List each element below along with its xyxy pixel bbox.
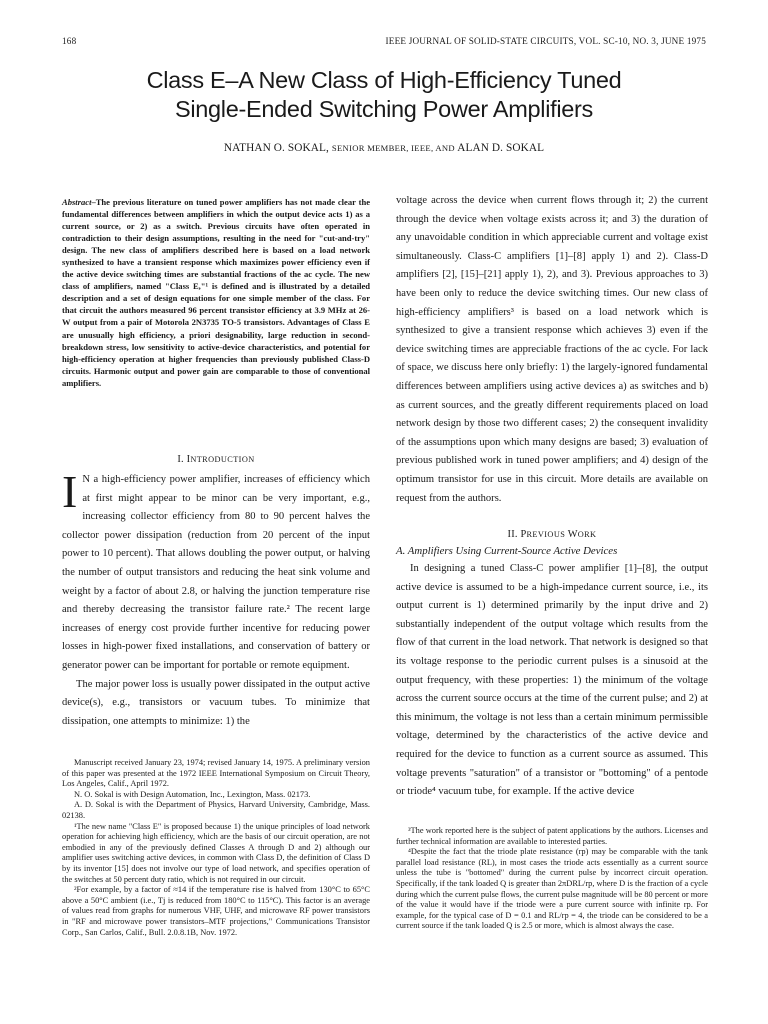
section-introduction <box>62 454 370 731</box>
continuation-paragraph: voltage across the device when current flows through it; 2) the current through the device when voltage exists across it; and 3) the duration of any unavoidable condition in which appreciable current and voltage exist simultaneously. Class-C amplifiers [1]–[8] apply 1) and 2). Class-D amplifiers [2], [15]–[21] apply 1), 2), and 3). Previous approaches to 3) have been only to reduce the device switching times. Our new class of high-efficiency amplifiers³ is based on a load network which is synthesized to give a transient response which achieves 3) even if the device switching times are appreciable fractions of the ac cycle. For lack of space, we discuss here only briefly: 1) the largely-ignored fundamental differences between amplifiers using active devices a) as switches and b) as current sources, and the greatly different requirements placed on load network design by those two different cases; 2) the consequent invalidity of the assumptions upon which many designs are based; 3) evaluation of previous published work in tuned power amplifiers; and 4) design of the optimum transistor for use in this circuit. More details are available on request from the authors. <box>396 195 708 504</box>
paper-title <box>60 66 708 124</box>
abstract <box>62 196 370 389</box>
abstract-label: Abstract <box>62 197 92 207</box>
author-1: NATHAN O. SOKAL, <box>223 142 329 154</box>
footnote-2: ²For example, by a factor of ≈14 if the temperature rise is halved from 130°C to 65°C above a 50°C ambient (i.e., Tj is reduced from 180°C to 115°C). This factor is an average of values read from graphs for numerous VHF, UHF, and microwave RF power transistors in "RF and microwave power transistors–MTF projections," Communications Transistor Corp., San Carlos, Calif., Bull. 2.0.8.1B, Nov. 1972. <box>62 885 370 937</box>
section-title-initial-2: W <box>567 529 578 540</box>
abstract-text: –The previous literature on tuned power amplifiers has not made clear the fundamental differences between amplifiers in which the output device acts 1) as a current source, or 2) as a switch. Previous circuits have often operated in contradiction to their design assumptions, resulting in the need for "cut-and-try" design. The new class of amplifiers described here is based on a load network synthesized to have a transient response which maximizes power efficiency even if the active device switching times are substantial fractions of the ac cycle. The new class of amplifiers, named "Class E,"¹ is defined and is illustrated by a detailed description and a set of design equations for one simple member of the class. For that circuit the authors measured 96 percent transistor efficiency at 3.9 MHz at 26-W output from a pair of Motorola 2N3735 TO-5 transistors. Advantages of Class E are unusually high efficiency, a priori designability, large reduction in second-breakdown stress, low sensitivity to active-device characteristics, and potential for high-efficiency operation at higher frequencies than previously published Class-D circuits. Harmonic output and power gain are comparable to those of conventional amplifiers. <box>62 197 370 388</box>
section-title-rest: REVIOUS <box>526 530 568 539</box>
intro-p1-text: N a high-efficiency power amplifier, increases of efficiency which at first might appear to be minor can be very important, e.g., increasing collector efficiency from 80 to 90 percent halves the collector power dissipation (reduction from 20 percent of the input power to 10 percent). That allows doubling the power output, or halving the number of output transistors and reducing the heat sink volume and weight by a factor of about 2.8, or halving the junction temperature rise and thereby decreasing the transistor failure rate.² The recent large increases of energy cost provide further incentive for reducing power losses in high-power fixed installations, and conservation of battery or generator power can be important for portable or remote equipment. <box>62 474 370 671</box>
author-2: ALAN D. SOKAL <box>457 142 545 154</box>
prev-work-paragraph: In designing a tuned Class-C power amplifier [1]–[8], the output active device is assumed to be a high-impedance current source, i.e., its output current is 1) determined primarily by the input drive and 2) substantially independent of the output voltage which results from the flow of that current in the load network. That network is designed so that its voltage response to the periodic current pulses is a sinusoid at the output frequency, with these properties: 1) the minimum of the voltage across the current source occurs at the time of the current pulse; and 2) at this minimum, the voltage is not less than a certain minimum permissible voltage, determined by the characteristics of the active device and required for the device to function as a current source as assumed. This voltage prevents "saturation" of a transistor or "bottoming" of a pentode or triode⁴ vacuum tube, for example. If the active device <box>396 563 708 798</box>
author-1-title: SENIOR MEMBER, IEEE, AND <box>331 143 455 153</box>
journal-citation: IEEE JOURNAL OF SOLID-STATE CIRCUITS, VOL. SC-10, NO. 3, JUNE 1975 <box>385 36 706 46</box>
manuscript-note: Manuscript received January 23, 1974; revised January 14, 1975. A preliminary version of this paper was presented at the 1972 IEEE International Symposium on Circuit Theory, Los Angeles, Calif., April 1972. <box>62 758 370 789</box>
footnote-1: ¹The new name "Class E" is proposed because 1) the unique principles of load network operation for achieving high efficiency, which are the basis of our circuit operation, are not embodied in any of the previously defined Classes A through D and 2) although our amplifier uses switching active devices, in common with Class D, the definition of Class D by its inventor [15] does not involve our type of load network, and specifies operation of the switches at 50 percent duty ratio, which is not required in our circuit. <box>62 821 370 884</box>
page-number: 168 <box>62 36 77 46</box>
section-title-rest-2: ORK <box>577 530 597 539</box>
section-title-initial: I <box>186 454 191 465</box>
section-number: I. <box>177 454 184 465</box>
running-header <box>62 36 706 50</box>
author-line <box>60 142 708 154</box>
affiliation-note-1: N. O. Sokal is with Design Automation, Inc., Lexington, Mass. 02173. <box>74 789 311 799</box>
footnotes-left <box>62 758 370 938</box>
drop-cap: I <box>62 466 78 517</box>
section-heading-prev <box>396 529 708 540</box>
footnote-4: ⁴Despite the fact that the triode plate resistance (rp) may be comparable with the tank parallel load resistance (RL), in most cases the triode acts essentially as a current source unless the tube is "bottomed" during the current pulse by incorrect circuit operation. Specifically, if the tank loaded Q is greater than 2πDRL/rp, where D is the fraction of a cycle during which the current pulse flows, the current pulse magnitude will be 80 percent or more of the value it would have if the triode were a pure current source with infinite rp. For example, for the typical case of D = 0.1 and RL/rp = 4, the triode can be considered to be a current source if the tank loaded Q is 2.5 or more, which is almost always the case. <box>396 847 708 931</box>
subsection-heading-a: A. Amplifiers Using Current-Source Active Devices <box>396 545 618 557</box>
title-line-1: Class E–A New Class of High-Efficiency Tuned <box>146 67 622 93</box>
section-title-rest: NTRODUCTION <box>190 455 255 464</box>
section-title-initial: P <box>520 529 527 540</box>
affiliation-note-2: A. D. Sokal is with the Department of Physics, Harvard University, Cambridge, Mass. 02138. <box>62 800 370 820</box>
title-line-2: Single-Ended Switching Power Amplifiers <box>174 96 594 122</box>
intro-paragraph-2: The major power loss is usually power dissipated in the output active device(s), e.g., transistors or vacuum tubes. To minimize that dissipation, one attempts to minimize: 1) the <box>62 678 370 727</box>
footnotes-right <box>396 826 708 932</box>
right-column-continuation <box>396 192 708 508</box>
section-previous-work <box>396 529 708 802</box>
intro-paragraph-1 <box>62 466 370 676</box>
section-number: II. <box>507 529 518 540</box>
section-heading-intro <box>62 454 370 465</box>
footnote-3: ³The work reported here is the subject of patent applications by the authors. Licenses and further technical information are available to interested parties. <box>396 826 708 846</box>
